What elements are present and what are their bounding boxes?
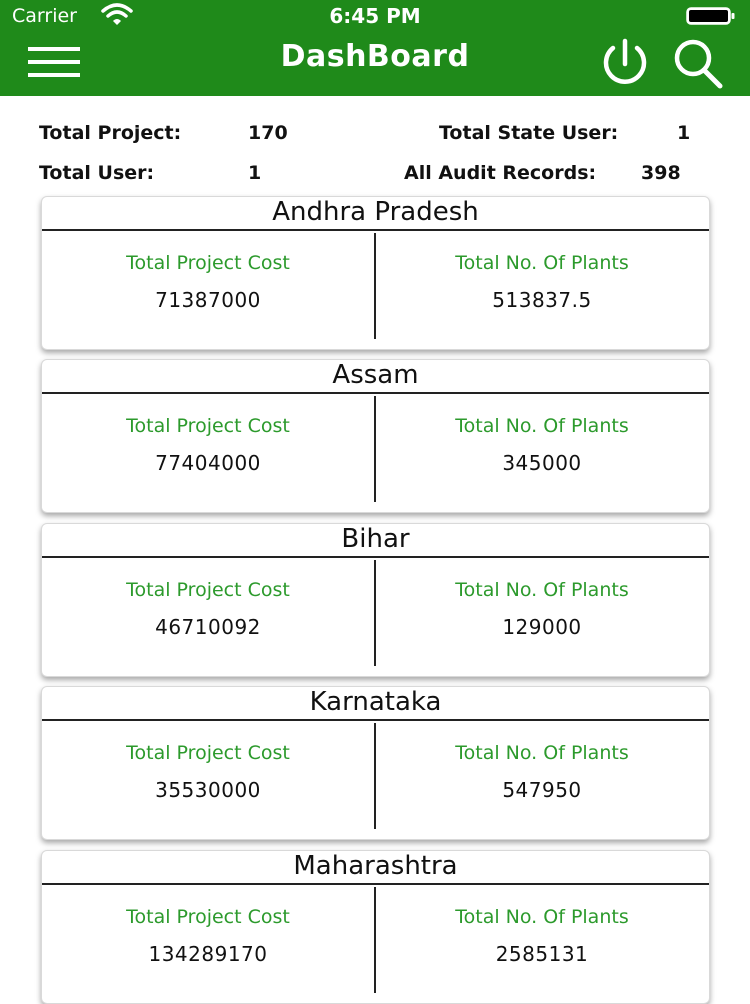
- card-divider: [374, 560, 376, 666]
- project-cost-value: 134289170: [148, 942, 268, 966]
- total-project-value: 170: [248, 122, 288, 144]
- audit-records-value: 398: [641, 162, 681, 184]
- carrier-label: Carrier: [12, 5, 77, 27]
- status-bar: [0, 0, 750, 32]
- card-divider: [374, 233, 376, 339]
- project-cost-label: Total Project Cost: [126, 252, 290, 274]
- plants-value: 547950: [502, 778, 582, 802]
- project-cost-value: 71387000: [155, 288, 261, 312]
- plants-label: Total No. Of Plants: [455, 906, 629, 928]
- state-card-assam[interactable]: [41, 359, 710, 513]
- state-name: Andhra Pradesh: [42, 197, 709, 231]
- plants-value: 129000: [502, 615, 582, 639]
- project-cost-value: 77404000: [155, 451, 261, 475]
- page-title: DashBoard: [280, 39, 470, 74]
- project-cost-value: 35530000: [155, 778, 261, 802]
- power-icon[interactable]: [598, 36, 652, 90]
- state-name: Assam: [42, 360, 709, 394]
- plants-label: Total No. Of Plants: [455, 252, 629, 274]
- total-state-user-label: Total State User:: [439, 122, 619, 144]
- state-name: Bihar: [42, 524, 709, 558]
- search-icon[interactable]: [668, 36, 730, 92]
- card-divider: [374, 723, 376, 829]
- total-user-value: 1: [248, 162, 262, 184]
- plants-label: Total No. Of Plants: [455, 742, 629, 764]
- plants-value: 2585131: [495, 942, 589, 966]
- state-card-andhra-pradesh[interactable]: [41, 196, 710, 350]
- project-cost-label: Total Project Cost: [126, 579, 290, 601]
- project-cost-label: Total Project Cost: [126, 742, 290, 764]
- summary-stats: [0, 112, 750, 196]
- top-app-bar: [0, 32, 750, 96]
- clock: 6:45 PM: [329, 4, 421, 28]
- project-cost-label: Total Project Cost: [126, 415, 290, 437]
- card-divider: [374, 396, 376, 502]
- battery-icon: [686, 7, 736, 25]
- plants-label: Total No. Of Plants: [455, 579, 629, 601]
- state-name: Karnataka: [42, 687, 709, 721]
- audit-records-label: All Audit Records:: [404, 162, 597, 184]
- state-card-karnataka[interactable]: [41, 686, 710, 840]
- total-user-label: Total User:: [39, 162, 155, 184]
- plants-label: Total No. Of Plants: [455, 415, 629, 437]
- state-card-bihar[interactable]: [41, 523, 710, 677]
- project-cost-label: Total Project Cost: [126, 906, 290, 928]
- plants-value: 345000: [502, 451, 582, 475]
- state-card-maharashtra[interactable]: [41, 850, 710, 1004]
- total-project-label: Total Project:: [39, 122, 182, 144]
- state-name: Maharashtra: [42, 851, 709, 885]
- plants-value: 513837.5: [492, 288, 592, 312]
- card-divider: [374, 887, 376, 993]
- project-cost-value: 46710092: [155, 615, 261, 639]
- total-state-user-value: 1: [677, 122, 691, 144]
